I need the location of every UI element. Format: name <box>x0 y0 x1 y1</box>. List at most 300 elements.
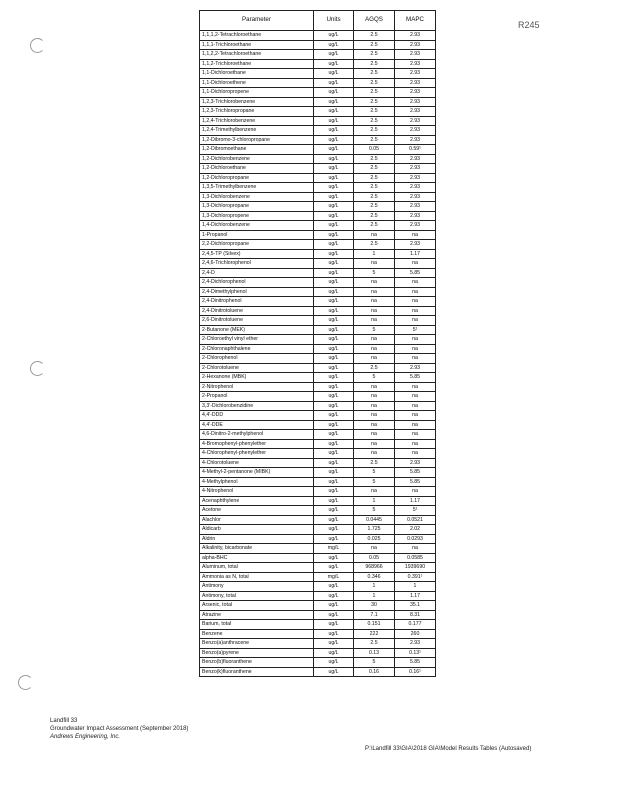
cell-agqs: na <box>354 354 395 364</box>
table-row <box>200 135 436 145</box>
cell-mapc: na <box>395 297 436 307</box>
table-row <box>200 373 436 383</box>
table-row <box>200 563 436 573</box>
cell-mapc: 2.93 <box>395 164 436 174</box>
table-row <box>200 183 436 193</box>
cell-units: ug/L <box>314 306 354 316</box>
cell-units: ug/L <box>314 591 354 601</box>
cell-agqs: na <box>354 335 395 345</box>
cell-agqs: 1.725 <box>354 525 395 535</box>
table-row <box>200 620 436 630</box>
table-row <box>200 629 436 639</box>
cell-agqs: 0.13 <box>354 648 395 658</box>
cell-agqs: 5 <box>354 506 395 516</box>
cell-agqs: 968966 <box>354 563 395 573</box>
cell-agqs: na <box>354 401 395 411</box>
cell-parameter: Benzo(k)fluoranthene <box>200 667 314 677</box>
cell-units: ug/L <box>314 553 354 563</box>
cell-mapc: 0.16¹ <box>395 667 436 677</box>
cell-agqs: na <box>354 420 395 430</box>
cell-mapc: 5.85 <box>395 658 436 668</box>
cell-parameter: 1,2,4-Trichlorobenzene <box>200 116 314 126</box>
cell-units: ug/L <box>314 31 354 41</box>
header-parameter: Parameter <box>200 11 314 31</box>
cell-parameter: 2,4,5-TP (Silvex) <box>200 249 314 259</box>
cell-mapc: 1.17 <box>395 496 436 506</box>
cell-parameter: Acetone <box>200 506 314 516</box>
cell-units: ug/L <box>314 183 354 193</box>
table-row <box>200 316 436 326</box>
cell-parameter: 4-Chlorophenyl-phenylether <box>200 449 314 459</box>
cell-parameter: 2-Propanol <box>200 392 314 402</box>
table-row <box>200 240 436 250</box>
cell-mapc: na <box>395 401 436 411</box>
footer-file-path: P:\Landfill 33\GIA\2018 GIA\Model Results Tables (Autosaved) <box>365 746 532 752</box>
punch-hole-bottom <box>18 675 33 690</box>
cell-parameter: Barium, total <box>200 620 314 630</box>
page-id: R245 <box>518 20 540 30</box>
table-row <box>200 116 436 126</box>
table-row <box>200 69 436 79</box>
table-row <box>200 230 436 240</box>
cell-agqs: 2.5 <box>354 202 395 212</box>
table-row <box>200 97 436 107</box>
cell-agqs: 2.5 <box>354 458 395 468</box>
table-row <box>200 335 436 345</box>
table-row <box>200 173 436 183</box>
table-row <box>200 392 436 402</box>
cell-mapc: 2.93 <box>395 202 436 212</box>
header-units: Units <box>314 11 354 31</box>
cell-parameter: 1,1,2-Trichloroethane <box>200 59 314 69</box>
cell-parameter: 1,4-Dichlorobenzene <box>200 221 314 231</box>
cell-units: ug/L <box>314 287 354 297</box>
cell-mapc: 2.93 <box>395 69 436 79</box>
cell-units: ug/L <box>314 259 354 269</box>
cell-units: ug/L <box>314 249 354 259</box>
cell-agqs: 0.025 <box>354 534 395 544</box>
cell-agqs: na <box>354 411 395 421</box>
table-row <box>200 639 436 649</box>
cell-parameter: 2,6-Dinitrotoluene <box>200 316 314 326</box>
cell-units: ug/L <box>314 135 354 145</box>
cell-agqs: 0.151 <box>354 620 395 630</box>
table-row <box>200 145 436 155</box>
cell-mapc: 0.59¹ <box>395 145 436 155</box>
cell-parameter: Antimony, total <box>200 591 314 601</box>
table-row <box>200 354 436 364</box>
cell-mapc: 2.93 <box>395 183 436 193</box>
cell-agqs: 2.5 <box>354 221 395 231</box>
cell-units: ug/L <box>314 335 354 345</box>
cell-units: ug/L <box>314 297 354 307</box>
cell-parameter: Benzene <box>200 629 314 639</box>
cell-parameter: 2-Chloronaphthalene <box>200 344 314 354</box>
footer-report: Groundwater Impact Assessment (September 2018) <box>50 726 189 732</box>
cell-parameter: Antimony <box>200 582 314 592</box>
cell-mapc: 0.177 <box>395 620 436 630</box>
cell-parameter: 1,1-Dichloropropene <box>200 88 314 98</box>
cell-units: ug/L <box>314 50 354 60</box>
table-row <box>200 249 436 259</box>
table-row <box>200 211 436 221</box>
cell-parameter: 1,1-Dichloroethane <box>200 69 314 79</box>
cell-parameter: Arsenic, total <box>200 601 314 611</box>
cell-units: ug/L <box>314 107 354 117</box>
cell-mapc: na <box>395 392 436 402</box>
cell-agqs: 2.5 <box>354 59 395 69</box>
cell-agqs: 5 <box>354 658 395 668</box>
cell-parameter: 2-Chlorophenol <box>200 354 314 364</box>
header-mapc: MAPC <box>395 11 436 31</box>
cell-mapc: 2.93 <box>395 211 436 221</box>
cell-agqs: 5 <box>354 268 395 278</box>
cell-units: ug/L <box>314 268 354 278</box>
cell-units: ug/L <box>314 439 354 449</box>
cell-mapc: na <box>395 306 436 316</box>
cell-units: ug/L <box>314 629 354 639</box>
cell-units: ug/L <box>314 192 354 202</box>
cell-parameter: Aluminum, total <box>200 563 314 573</box>
cell-parameter: 4-Chlorotoluene <box>200 458 314 468</box>
cell-mapc: na <box>395 287 436 297</box>
table-row <box>200 164 436 174</box>
cell-units: ug/L <box>314 382 354 392</box>
table-row <box>200 487 436 497</box>
cell-agqs: na <box>354 487 395 497</box>
cell-mapc: 0.0585 <box>395 553 436 563</box>
cell-mapc: na <box>395 449 436 459</box>
cell-parameter: 2-Hexanone (MBK) <box>200 373 314 383</box>
cell-parameter: 1,3-Dichloropropane <box>200 202 314 212</box>
cell-parameter: 1,2,4-Trimethylbenzene <box>200 126 314 136</box>
cell-parameter: 1,2-Dibromo-3-chloropropane <box>200 135 314 145</box>
cell-units: ug/L <box>314 221 354 231</box>
cell-mapc: 2.02 <box>395 525 436 535</box>
cell-mapc: na <box>395 439 436 449</box>
cell-mapc: 1 <box>395 582 436 592</box>
cell-units: ug/L <box>314 278 354 288</box>
cell-units: ug/L <box>314 78 354 88</box>
table-row <box>200 591 436 601</box>
cell-agqs: 2.5 <box>354 639 395 649</box>
table-row <box>200 610 436 620</box>
cell-agqs: na <box>354 430 395 440</box>
cell-agqs: 222 <box>354 629 395 639</box>
cell-mapc: 2.93 <box>395 40 436 50</box>
table-row <box>200 411 436 421</box>
cell-parameter: 1,1,2,2-Tetrachloroethane <box>200 50 314 60</box>
cell-agqs: 2.5 <box>354 192 395 202</box>
cell-mapc: na <box>395 344 436 354</box>
cell-mapc: 2.93 <box>395 240 436 250</box>
cell-agqs: 1 <box>354 582 395 592</box>
cell-mapc: na <box>395 544 436 554</box>
cell-agqs: 1 <box>354 591 395 601</box>
table-row <box>200 325 436 335</box>
cell-units: ug/L <box>314 325 354 335</box>
table-row <box>200 126 436 136</box>
table-row <box>200 297 436 307</box>
cell-units: ug/L <box>314 126 354 136</box>
cell-units: ug/L <box>314 97 354 107</box>
cell-parameter: 1,3,5-Trimethylbenzene <box>200 183 314 193</box>
cell-mapc: 0.0293 <box>395 534 436 544</box>
cell-parameter: 1,3-Dichloropropene <box>200 211 314 221</box>
cell-units: ug/L <box>314 230 354 240</box>
cell-units: ug/L <box>314 40 354 50</box>
cell-units: ug/L <box>314 240 354 250</box>
cell-agqs: na <box>354 382 395 392</box>
cell-mapc: na <box>395 316 436 326</box>
cell-mapc: na <box>395 259 436 269</box>
cell-parameter: 2,4-Dimethylphenol <box>200 287 314 297</box>
cell-mapc: na <box>395 487 436 497</box>
cell-parameter: 4,4'-DDE <box>200 420 314 430</box>
table-row <box>200 59 436 69</box>
cell-parameter: 1,1,1-Trichloroethane <box>200 40 314 50</box>
cell-units: ug/L <box>314 316 354 326</box>
table-row <box>200 477 436 487</box>
cell-mapc: 1.17 <box>395 591 436 601</box>
table-row <box>200 306 436 316</box>
cell-mapc: na <box>395 354 436 364</box>
table-row <box>200 667 436 677</box>
cell-mapc: na <box>395 230 436 240</box>
table-row <box>200 439 436 449</box>
cell-agqs: 7.1 <box>354 610 395 620</box>
cell-parameter: 2-Chloroethyl vinyl ether <box>200 335 314 345</box>
cell-mapc: 5.85 <box>395 268 436 278</box>
cell-units: ug/L <box>314 449 354 459</box>
cell-mapc: 5¹ <box>395 506 436 516</box>
table-row <box>200 221 436 231</box>
punch-hole-middle <box>30 361 45 376</box>
cell-mapc: 1.17 <box>395 249 436 259</box>
table-row <box>200 496 436 506</box>
cell-parameter: 1,2-Dichlorobenzene <box>200 154 314 164</box>
cell-parameter: Benzo(b)fluoranthene <box>200 658 314 668</box>
cell-units: ug/L <box>314 392 354 402</box>
table-row <box>200 420 436 430</box>
cell-agqs: 2.5 <box>354 135 395 145</box>
cell-units: ug/L <box>314 525 354 535</box>
cell-parameter: 4,6-Dinitro-2-methylphenol <box>200 430 314 440</box>
cell-mapc: 2.93 <box>395 458 436 468</box>
cell-mapc: 5.85 <box>395 477 436 487</box>
cell-agqs: 5 <box>354 325 395 335</box>
cell-agqs: 2.5 <box>354 107 395 117</box>
cell-units: ug/L <box>314 468 354 478</box>
cell-mapc: 2.93 <box>395 78 436 88</box>
cell-units: ug/L <box>314 373 354 383</box>
cell-units: ug/L <box>314 173 354 183</box>
cell-parameter: alpha-BHC <box>200 553 314 563</box>
cell-parameter: 4-Methylphenol <box>200 477 314 487</box>
cell-agqs: na <box>354 259 395 269</box>
cell-units: ug/L <box>314 145 354 155</box>
cell-parameter: Acenaphthylene <box>200 496 314 506</box>
cell-mapc: 35.1 <box>395 601 436 611</box>
table-row <box>200 449 436 459</box>
cell-mapc: 2.93 <box>395 154 436 164</box>
cell-parameter: Ammonia as N, total <box>200 572 314 582</box>
cell-units: ug/L <box>314 620 354 630</box>
cell-mapc: 2.93 <box>395 192 436 202</box>
cell-agqs: na <box>354 278 395 288</box>
cell-parameter: 4-Methyl-2-pentanone (MIBK) <box>200 468 314 478</box>
punch-hole-top <box>30 38 45 53</box>
cell-agqs: 0.346 <box>354 572 395 582</box>
cell-units: ug/L <box>314 154 354 164</box>
cell-agqs: 5 <box>354 373 395 383</box>
cell-units: ug/L <box>314 420 354 430</box>
table-row <box>200 515 436 525</box>
cell-units: ug/L <box>314 506 354 516</box>
table-row <box>200 582 436 592</box>
cell-parameter: Benzo(a)anthracene <box>200 639 314 649</box>
cell-mapc: 2.93 <box>395 107 436 117</box>
cell-units: ug/L <box>314 59 354 69</box>
cell-agqs: na <box>354 306 395 316</box>
cell-agqs: na <box>354 316 395 326</box>
cell-agqs: na <box>354 287 395 297</box>
cell-parameter: 4-Bromophenyl-phenylether <box>200 439 314 449</box>
cell-parameter: 2,4,6-Trichlorophenol <box>200 259 314 269</box>
cell-mapc: 2.93 <box>395 135 436 145</box>
table-row <box>200 658 436 668</box>
cell-agqs: 2.5 <box>354 31 395 41</box>
cell-agqs: 2.5 <box>354 173 395 183</box>
cell-mapc: 260 <box>395 629 436 639</box>
cell-parameter: 1,1-Dichloroethene <box>200 78 314 88</box>
cell-mapc: na <box>395 335 436 345</box>
cell-units: ug/L <box>314 116 354 126</box>
table-row <box>200 534 436 544</box>
table-row <box>200 648 436 658</box>
cell-mapc: 2.93 <box>395 363 436 373</box>
cell-parameter: 2-Chlorotoluene <box>200 363 314 373</box>
cell-parameter: Alachlor <box>200 515 314 525</box>
cell-mapc: na <box>395 430 436 440</box>
table-row <box>200 259 436 269</box>
cell-agqs: 2.5 <box>354 116 395 126</box>
table-row <box>200 401 436 411</box>
table-row <box>200 458 436 468</box>
table-row <box>200 192 436 202</box>
cell-units: ug/L <box>314 458 354 468</box>
cell-agqs: 2.5 <box>354 97 395 107</box>
cell-mapc: 2.93 <box>395 126 436 136</box>
cell-mapc: na <box>395 420 436 430</box>
cell-agqs: 2.5 <box>354 240 395 250</box>
cell-mapc: na <box>395 411 436 421</box>
cell-agqs: 0.05 <box>354 145 395 155</box>
table-row <box>200 553 436 563</box>
table-header-row <box>200 11 436 31</box>
cell-agqs: na <box>354 439 395 449</box>
cell-agqs: 2.5 <box>354 69 395 79</box>
table-row <box>200 40 436 50</box>
table-row <box>200 268 436 278</box>
table-row <box>200 202 436 212</box>
cell-units: ug/L <box>314 601 354 611</box>
cell-units: ug/L <box>314 69 354 79</box>
cell-mapc: 2.93 <box>395 31 436 41</box>
cell-units: ug/L <box>314 563 354 573</box>
cell-mapc: na <box>395 278 436 288</box>
cell-units: ug/L <box>314 363 354 373</box>
cell-mapc: 5.85 <box>395 373 436 383</box>
cell-agqs: na <box>354 392 395 402</box>
cell-parameter: 4-Nitrophenol <box>200 487 314 497</box>
cell-agqs: 0.05 <box>354 553 395 563</box>
cell-units: ug/L <box>314 202 354 212</box>
table-row <box>200 278 436 288</box>
cell-units: ug/L <box>314 496 354 506</box>
cell-agqs: 0.16 <box>354 667 395 677</box>
cell-units: mg/L <box>314 544 354 554</box>
cell-units: ug/L <box>314 515 354 525</box>
cell-parameter: Aldrin <box>200 534 314 544</box>
cell-mapc: 5.85 <box>395 468 436 478</box>
cell-mapc: 0.0521 <box>395 515 436 525</box>
table-row <box>200 31 436 41</box>
cell-units: ug/L <box>314 164 354 174</box>
cell-units: mg/L <box>314 572 354 582</box>
cell-agqs: na <box>354 344 395 354</box>
table-body <box>200 31 436 677</box>
cell-parameter: 1,2,3-Trichloropropane <box>200 107 314 117</box>
cell-units: ug/L <box>314 401 354 411</box>
cell-units: ug/L <box>314 639 354 649</box>
cell-agqs: 2.5 <box>354 40 395 50</box>
cell-parameter: 2,4-Dinitrophenol <box>200 297 314 307</box>
table-row <box>200 154 436 164</box>
cell-parameter: 2,4-Dichlorophenol <box>200 278 314 288</box>
cell-agqs: 5 <box>354 477 395 487</box>
cell-parameter: Atrazine <box>200 610 314 620</box>
cell-parameter: 1,3-Dichlorobenzene <box>200 192 314 202</box>
cell-agqs: na <box>354 449 395 459</box>
cell-agqs: 5 <box>354 468 395 478</box>
table-row <box>200 363 436 373</box>
cell-parameter: 1,2-Dichloropropane <box>200 173 314 183</box>
cell-agqs: 0.0445 <box>354 515 395 525</box>
cell-agqs: 2.5 <box>354 126 395 136</box>
cell-mapc: 2.93 <box>395 639 436 649</box>
cell-agqs: 2.5 <box>354 154 395 164</box>
table-row <box>200 468 436 478</box>
cell-parameter: 3,3'-Dichlorobenzidine <box>200 401 314 411</box>
cell-mapc: 2.93 <box>395 59 436 69</box>
cell-parameter: 4,4'-DDD <box>200 411 314 421</box>
cell-parameter: Benzo(a)pyrene <box>200 648 314 658</box>
cell-parameter: 1,2,3-Trichlorobenzene <box>200 97 314 107</box>
cell-mapc: na <box>395 382 436 392</box>
cell-parameter: 1,1,1,2-Tetrachloroethane <box>200 31 314 41</box>
cell-units: ug/L <box>314 354 354 364</box>
cell-units: ug/L <box>314 88 354 98</box>
cell-mapc: 0.391¹ <box>395 572 436 582</box>
cell-parameter: Alkalinity, bicarbonate <box>200 544 314 554</box>
table-row <box>200 430 436 440</box>
cell-parameter: 2-Nitrophenol <box>200 382 314 392</box>
cell-agqs: 2.5 <box>354 363 395 373</box>
footer-site: Landfill 33 <box>50 718 78 724</box>
table-row <box>200 88 436 98</box>
cell-mapc: 2.93 <box>395 221 436 231</box>
